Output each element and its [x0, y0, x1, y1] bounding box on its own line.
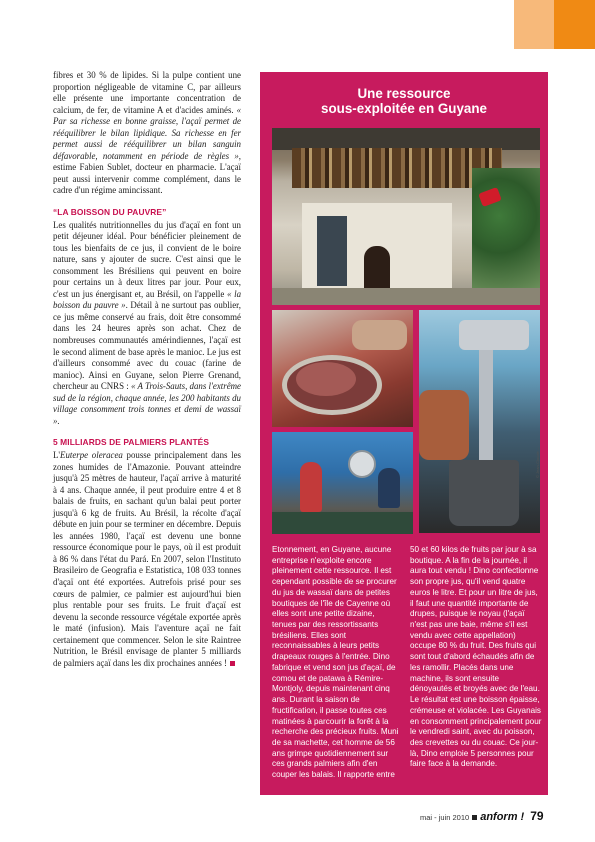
- photo-acai-bowl: [272, 310, 413, 427]
- sidebar-text-column-1: Etonnement, en Guyane, aucune entreprise n'exploite encore pleinement cette ressource. Il est cependant possible de se procurer du jus de wassaï dans de petites boutiques de l'île de Cayenne où elles sont une petite dizaine, tenues par des ressortissants brésiliens. Elles sont reconnaissables à leurs petits drapeaux rouges à l'entrée. Dino fabrique et vend son jus d'açaï, de comou et de patawa à Rémire-Montjoly, depuis maintenant cinq ans. Durant la saison de fructification, il passe toutes ces matinées à parcourir la forêt à la recherche des précieux fruits. Muni de sa machette, cet homme de 56 ans grimpe quotidiennement sur ces grands palmiers afin d'en couper les balais. Il rapporte entre: [272, 545, 399, 780]
- photo-workshop: [272, 432, 413, 534]
- section-heading-palmiers: 5 MILLIARDS DE PALMIERS PLANTÉS: [53, 437, 210, 448]
- corner-decoration-light: [514, 0, 554, 49]
- corner-decoration-dark: [554, 0, 595, 49]
- page-footer: [420, 809, 580, 823]
- paragraph-palmiers: L'Euterpe oleracea pousse principalement dans les zones humides de l'Amazonie. Pouvant atteindre jusqu'à 25 mètres de hauteur, l'açaï arrive à maturité à 4 ans. Chaque année, il peut produire entre 4 et 8 balais de fruits, en sachant qu'un balai peut porter jusqu'à 6 kg de fruits. Au Brésil, la récolte d'açaï débute en juin pour se terminer en décembre. Depuis les années 1980, l'açaï est devenu une bonne ressource économique pour le pays, où il est produit à 86 % dans l'état du Pará. En 2007, selon l'Instituto Brasileiro de Geografia e Estatistica, 108 033 tonnes d'açaï ont été exportées. Autrefois prisé pour ses cœurs de palmier, ce palmier est aujourd'hui bien plus rentable pour ses fruits. Le fruit d'açaï est devenu la seconde ressource végétale exportée après le maté (infusion). Mais l'aventure açaï ne fait certainement que commencer. Selon le site Raintree Nutrition, le Brésil envisage de planter 5 milliards de palmiers açaï dans les dix prochaines années !: [53, 449, 241, 668]
- page-number: 79: [530, 809, 544, 823]
- photo-credit: © Jean-Claude ...: [535, 446, 540, 478]
- photo-shop-front: [272, 128, 540, 305]
- pharmacist-quote: « Par sa richesse en bonne graisse, l'açaï permet de rééquilibrer le bilan lipidique. Sa richesse en fer permet aussi de rééquilibrer un bilan sanguin défavorable, notamment en période de règles »: [53, 104, 242, 161]
- photo-juice-machine: [419, 310, 540, 533]
- fruit-bunches: [292, 148, 502, 188]
- paragraph-boisson: Les qualités nutritionnelles du jus d'açaï en font un petit déjeuner idéal. Pour bénéficier pleinement de tous les bienfaits de ce jus, il convient de le boire nature, sans y ajouter de sucre. C'est ainsi que le consomment les Brésiliens qui peuvent en boire pour certains un à deux litres par jour. Pour eux, c'est un jus énergisant et, au Brésil, on l'appelle « la boisson du pauvre ». Détail à ne surtout pas oublier, ce jus même conservé au frais, doit être consommé dans les 24 heures après son achat. Chez de nombreuses communautés amérindiennes, l'açaï est le second aliment de base après le manioc. Le jus est d'ailleurs consommé avec du couac (farine de manioc). Ainsi en Guyane, selon Pierre Grenand, chercheur au CNRS : « A Trois-Sauts, dans l'extrême sud de la région, chaque année, les 200 habitants du village consomment trois tonnes et demi de wassaï ».: [53, 219, 242, 426]
- fan-icon: [348, 450, 376, 478]
- article-left-column: [53, 70, 241, 669]
- sidebar-title: Une ressource sous-exploitée en Guyane: [321, 86, 487, 116]
- researcher-quote: « A Trois-Sauts, dans l'extrême sud de la région, chaque année, les 200 habitants du village consomment trois tonnes et demi de wassaï ».: [53, 381, 241, 426]
- section-heading-boisson: “LA BOISSON DU PAUVRE”: [53, 207, 167, 218]
- issue-date: mai - juin 2010: [420, 813, 470, 822]
- sidebar-text-column-2: 50 et 60 kilos de fruits par jour à sa boutique. A la fin de la journée, il aura tout vendu ! Dino confectionne son propre jus, qu'il vend quatre euros le litre. Et pour un litre de jus, il faut une quantité importante de drupes, puisque le noyau (l'açaï n'est pas une baie, même s'il est vendu avec cette appellation) occupe 80 % du fruit. Des fruits qui sont tout d'abord échaudés afin de les ramollir. Placés dans une machine, ils sont ensuite dénoyautés et broyés avec de l'eau. Le résultat est une boisson épaisse, crémeuse et violacée. Les Guyanais en consomment principalement pour le vendredi saint, avec du poisson, des crevettes ou du couac. Ce jour-là, Dino emploie 5 personnes pour faire face à la demande.: [410, 545, 542, 769]
- square-bullet-icon: [472, 815, 477, 820]
- magazine-brand: anform !: [480, 811, 525, 823]
- paragraph-nutrition: fibres et 30 % de lipides. Si la pulpe contient une proportion négligeable de vitamine C, par ailleurs elle présente une importante concentration de calcium, de fer, de vitamine A et d'acides aminés. « Par sa richesse en bonne graisse, l'açaï permet de rééquilibrer le bilan lipidique. Sa richesse en fer permet aussi de rééquilibrer un bilan sanguin défavorable, notamment en période de règles », estime Fabien Sublet, docteur en pharmacie. L'açaï peut aussi intervenir comme complément, dans le cadre d'un régime amincissant.: [53, 70, 242, 196]
- end-of-article-mark: [230, 661, 235, 666]
